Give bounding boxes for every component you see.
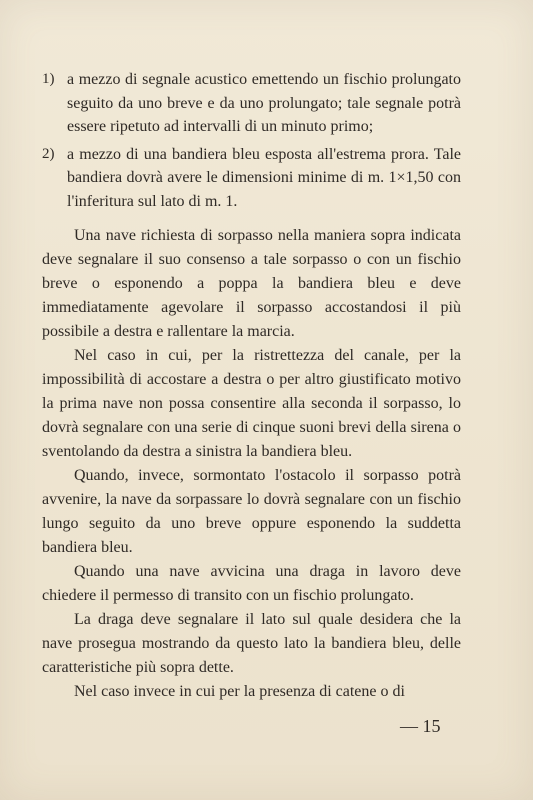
paragraph-narrow-canal: Nel caso in cui, per la ristrettezza del canale, per la impossibilità di accostare a destra o per altro giustificato motivo la prima nave non possa consentire alla seconda il sorpasso, lo dovrà segnalare con una serie di cinque suoni brevi della sirena o sventolando da destra a sinistra la bandiera bleu. [42,347,461,460]
paragraph-chains: Nel caso invece in cui per la presenza di catene o di [74,683,405,700]
paragraph-obstacle-passed: Quando, invece, sormontato l'ostacolo il sorpasso potrà avvenire, la nave da sorpassare lo dovrà segnalare con un fischio lungo seguito da uno breve oppure esponendo la suddetta bandiera bleu. [42,467,461,556]
page-number: — 15 [400,716,441,736]
paragraph-dredge-signal: La draga deve segnalare il lato sul quale desidera che la nave prosegua mostrando da questo lato la bandiera bleu, delle caratteristiche più sopra dette. [42,611,461,676]
list-item-text: a mezzo di segnale acustico emettendo un fischio prolungato seguito da uno breve e da uno prolungato; tale segnale potrà essere ripetuto ad intervalli di un minuto primo; [67,71,461,135]
page-body [42,68,461,704]
list-item-text: a mezzo di una bandiera bleu esposta all'estrema prora. Tale bandiera dovrà avere le dimensioni minime di m. 1×1,50 con l'inferitura sul lato di m. 1. [67,145,461,210]
paragraph-overtaking-consent: Una nave richiesta di sorpasso nella maniera sopra indicata deve segnalare il suo consenso a tale sorpasso o con un fischio breve o esponendo a poppa la bandiera bleu e deve immediatamente agevolare il sorpasso accostandosi il più possibile a destra e rallentare la marcia. [42,227,461,340]
paragraph-dredge-approach: Quando una nave avvicina una draga in lavoro deve chiedere il permesso di transito con un fischio prolungato. [42,563,461,604]
list-item-2 [42,143,461,214]
list-item-number: 1) [42,71,55,87]
list-item-number: 2) [42,145,55,162]
list-item-1 [42,68,461,139]
